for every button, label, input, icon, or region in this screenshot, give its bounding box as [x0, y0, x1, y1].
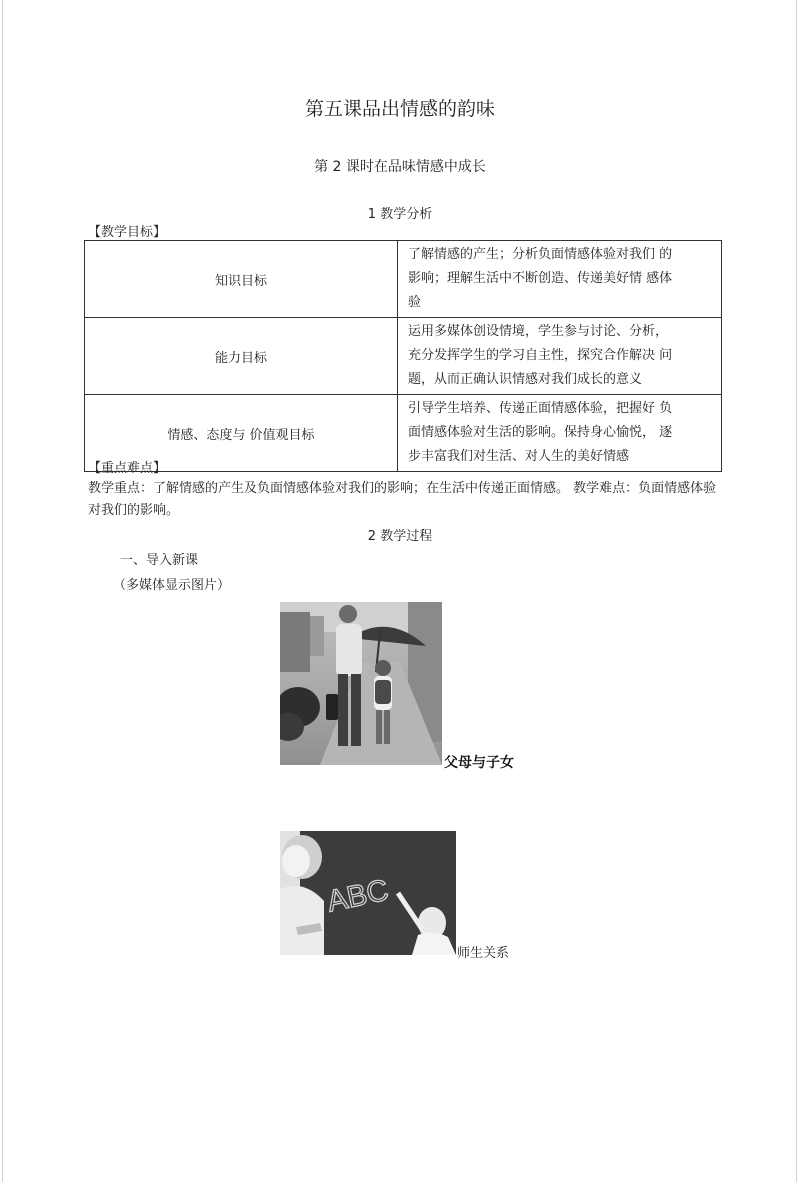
key-points-heading: 【重点难点】 [88, 461, 167, 476]
goal-line: 引导学生培养、传递正面情感体验，把握好 负 [408, 401, 673, 416]
page-border-right [796, 0, 797, 1182]
table-row [85, 318, 722, 395]
page-border-left [2, 0, 3, 1182]
goal-line: 面情感体验对生活的影响。保持身心愉悦， 逐 [408, 425, 673, 440]
goal-line: 充分发挥学生的学习自主性，探究合作解决 问 [408, 348, 673, 363]
teacher-student-photo [280, 831, 456, 955]
section-heading-process: 2 教学过程 [367, 529, 433, 544]
goal-label: 情感、态度与 价值观目标 [85, 395, 398, 472]
section-heading-analysis: 1 教学分析 [367, 207, 433, 222]
photo-caption-parent-child: 父母与子女 [444, 755, 514, 771]
goal-line: 步丰富我们对生活、对人生的美好情感 [408, 449, 630, 464]
goal-line: 影响；理解生活中不断创造、传递美好情 感体 [408, 271, 673, 286]
key-points-text: 教学重点：了解情感的产生及负面情感体验对我们的影响；在生活中传递正面情感。 教学难点：负面情感体验对我们的影响。 [88, 481, 717, 518]
goals-heading: 【教学目标】 [88, 225, 167, 240]
table-row [85, 241, 722, 318]
lesson-subtitle: 第 2 课时在品味情感中成长 [314, 159, 486, 175]
goal-line: 了解情感的产生；分析负面情感体验对我们 的 [408, 247, 673, 262]
lesson-title: 第五课品出情感的韵味 [304, 98, 495, 120]
goal-description [398, 318, 722, 395]
media-note: （多媒体显示图片） [113, 578, 231, 593]
goal-description [398, 395, 722, 472]
table-row [85, 395, 722, 472]
goal-line: 题，从而正确认识情感对我们成长的意义 [408, 372, 643, 387]
parent-child-photo [280, 602, 442, 765]
goal-line: 运用多媒体创设情境，学生参与讨论、分析， [408, 324, 669, 339]
chalkboard-text: ABC [324, 873, 392, 919]
goal-label: 知识目标 [85, 241, 398, 318]
goal-line: 验 [408, 295, 422, 310]
intro-heading: 一、导入新课 [120, 553, 199, 568]
goal-label: 能力目标 [85, 318, 398, 395]
photo-caption-teacher-student: 师生关系 [457, 946, 510, 961]
goals-table [84, 240, 722, 472]
goal-description [398, 241, 722, 318]
